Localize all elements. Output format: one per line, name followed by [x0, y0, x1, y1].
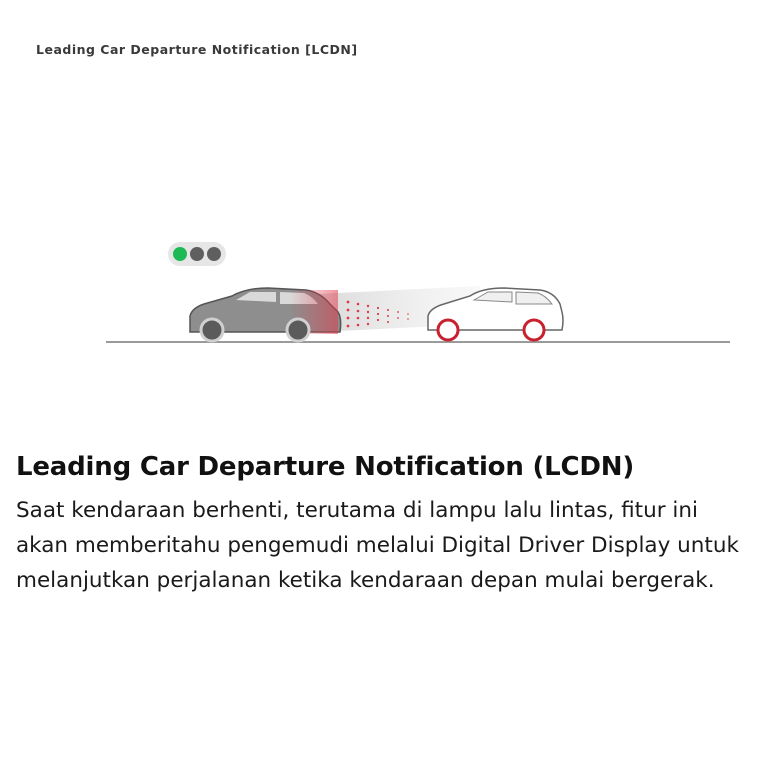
- illustration-caption: Leading Car Departure Notification [LCDN]: [36, 42, 358, 57]
- feature-description: Saat kendaraan berhenti, terutama di lampu lalu lintas, fitur ini akan memberitahu pengemudi melalui Digital Driver Display untuk melanjutkan perjalanan ketika kendaraan depan mulai bergerak.: [16, 498, 739, 593]
- traffic-light-green-lamp: [173, 247, 187, 261]
- traffic-light-icon: [168, 242, 226, 266]
- lcdn-illustration: [0, 220, 768, 370]
- traffic-light-gray-lamp: [190, 247, 204, 261]
- ego-car-icon: [190, 288, 341, 341]
- feature-title: Leading Car Departure Notification (LCDN): [16, 452, 635, 482]
- traffic-light-gray-lamp: [207, 247, 221, 261]
